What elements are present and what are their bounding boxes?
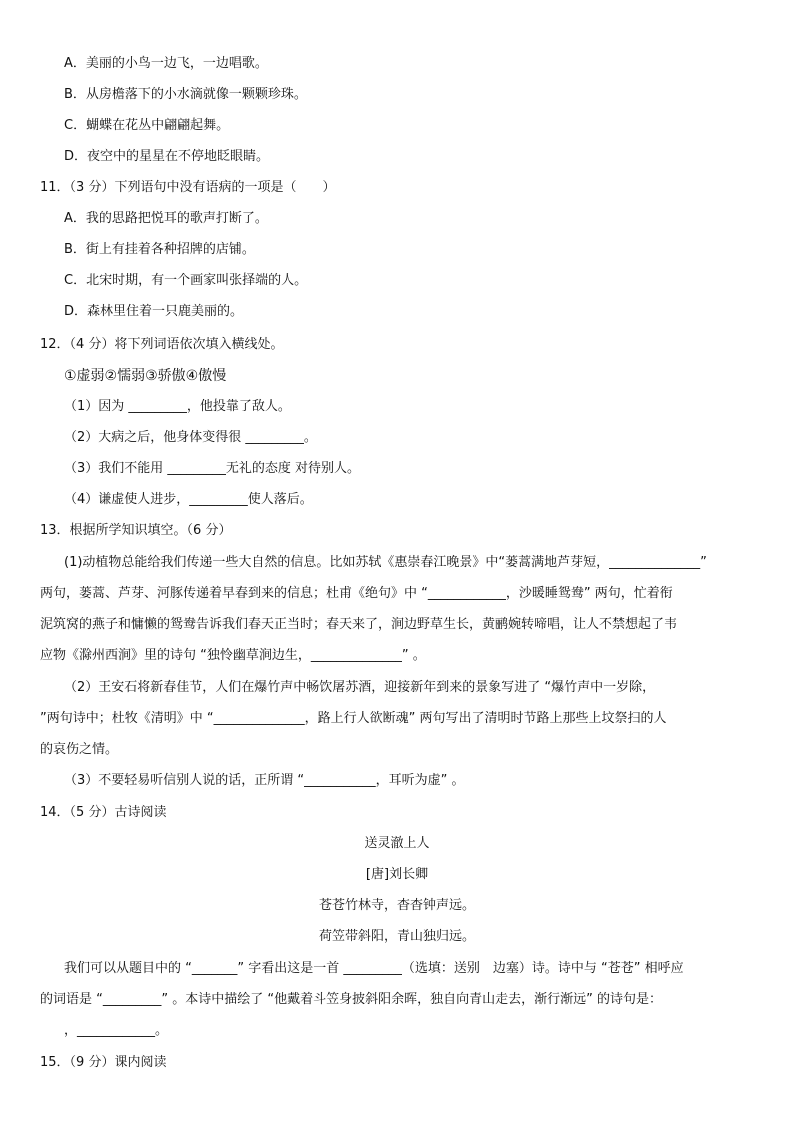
q12-item-4: （4）谦虚使人进步，_________使人落后。 xyxy=(64,492,313,507)
q15-stem: 15．（9 分）课内阅读 xyxy=(40,1055,167,1070)
q10-option-c: C．蝴蝶在花丛中翩翩起舞。 xyxy=(64,118,230,133)
q12-word-list: ①虚弱②懦弱③骄傲④傲慢 xyxy=(64,368,227,384)
q11-option-c: C．北宋时期，有一个画家叫张择端的人。 xyxy=(64,273,308,288)
q13-p3: （3）不要轻易听信别人说的话，正所谓 “___________，耳听为虚” 。 xyxy=(64,773,465,788)
q13-p1-line-2: 两句，蒌蒿、芦芽、河豚传递着早春到来的信息；杜甫《绝句》中 “____________，沙暖睡鸳鸯” 两句，忙着衔 xyxy=(40,586,673,601)
q12-item-1: （1）因为 _________，他投靠了敌人。 xyxy=(64,399,291,414)
q14-question-line-3: ，____________。 xyxy=(64,1023,169,1038)
q10-option-d: D．夜空中的星星在不停地眨眼睛。 xyxy=(64,149,270,164)
q12-item-3: （3）我们不能用 _________无礼的态度 对待别人。 xyxy=(64,461,361,476)
q13-p2-line-1: （2）王安石将新春佳节，人们在爆竹声中畅饮屠苏酒，迎接新年到来的景象写进了 “爆竹声中一岁除， xyxy=(64,680,656,695)
q14-question-line-2: 的词语是 “_________” 。本诗中描绘了 “他戴着斗笠身披斜阳余晖，独自向青山走去，渐行渐远” 的诗句是： xyxy=(40,992,662,1007)
q13-p2-line-2: ”两句诗中；杜牧《清明》中 “______________，路上行人欲断魂” 两句写出了清明时节路上那些上坟祭扫的人 xyxy=(40,711,667,726)
q13-stem: 13．根据所学知识填空。（6 分） xyxy=(40,523,232,538)
q13-p1-line-3: 泥筑窝的燕子和慵懒的鸳鸯告诉我们春天正当时；春天来了，涧边野草生长，黄鹂婉转啼唱，让人不禁想起了韦 xyxy=(40,617,678,632)
q11-stem: 11．（3 分）下列语句中没有语病的一项是（ ） xyxy=(40,180,336,195)
q13-p1-line-4: 应物《滁州西涧》里的诗句 “独怜幽草涧边生，______________” 。 xyxy=(40,648,426,663)
q11-option-b: B．街上有挂着各种招牌的店铺。 xyxy=(64,242,255,257)
q14-stem: 14．（5 分）古诗阅读 xyxy=(40,805,167,820)
poem-title: 送灵澈上人 xyxy=(364,836,430,851)
q11-option-d: D．森林里住着一只鹿美丽的。 xyxy=(64,304,244,319)
q14-question-line-1: 我们可以从题目中的 “_______” 字看出这是一首 _________（选填：送别 边塞）诗。诗中与 “苍苍” 相呼应 xyxy=(64,961,684,976)
q13-p2-line-3: 的哀伤之情。 xyxy=(40,742,119,757)
poem-author: [唐]刘长卿 xyxy=(365,867,429,882)
q10-option-b: B．从房檐落下的小水滴就像一颗颗珍珠。 xyxy=(64,87,307,102)
poem-line-1: 苍苍竹林寺，杳杳钟声远。 xyxy=(318,898,475,913)
poem-line-2: 荷笠带斜阳，青山独归远。 xyxy=(318,929,475,944)
q11-option-a: A．我的思路把悦耳的歌声打断了。 xyxy=(64,211,268,226)
q13-p1-line-1: (1)动植物总能给我们传递一些大自然的信息。比如苏轼《惠崇春江晚景》中“蒌蒿满地芦芽短，______________” xyxy=(64,555,707,570)
q12-stem: 12．（4 分）将下列词语依次填入横线处。 xyxy=(40,337,284,352)
q10-option-a: A．美丽的小鸟一边飞，一边唱歌。 xyxy=(64,56,268,71)
q12-item-2: （2）大病之后，他身体变得很 _________。 xyxy=(64,430,317,445)
